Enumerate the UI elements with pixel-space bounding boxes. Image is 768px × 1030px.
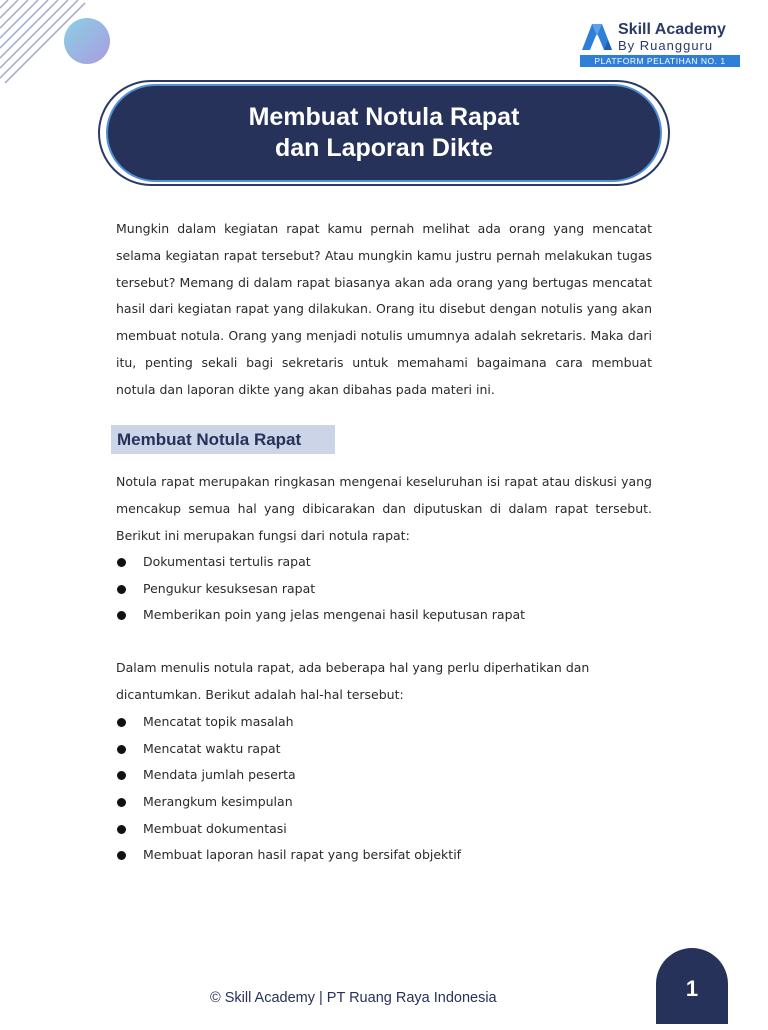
title-banner [106, 84, 662, 182]
list-item: Membuat dokumentasi [116, 816, 656, 843]
list-item: Membuat laporan hasil rapat yang bersifat objektif [116, 842, 656, 869]
brand-logo [580, 22, 742, 68]
checklist [116, 709, 656, 869]
skill-academy-logo-icon [580, 22, 614, 52]
section-heading: Membuat Notula Rapat [111, 425, 335, 454]
list-item: Mendata jumlah peserta [116, 762, 656, 789]
bullet-icon [117, 611, 126, 620]
bullet-icon [117, 585, 126, 594]
bullet-icon [117, 745, 126, 754]
bullet-icon [117, 825, 126, 834]
intro-paragraph: Mungkin dalam kegiatan rapat kamu pernah melihat ada orang yang mencatat selama kegiatan rapat tersebut? Atau mungkin kamu justru pernah melakukan tugas tersebut? Memang di dalam rapat biasanya akan ada orang yang bertugas mencatat hasil dari kegiatan rapat yang dilakukan. Orang itu disebut dengan notulis yang akan membuat notula. Orang yang menjadi notulis umumnya adalah sekretaris. Maka dari itu, penting sekali bagi sekretaris untuk memahami bagaimana cara membuat notula dan laporan dikte yang akan dibahas pada materi ini. [116, 221, 652, 397]
bullet-icon [117, 771, 126, 780]
brand-byline: By Ruangguru [618, 38, 714, 53]
bullet-icon [117, 798, 126, 807]
page-number: 1 [656, 948, 728, 1024]
list-item: Merangkum kesimpulan [116, 789, 656, 816]
section-paragraph-2: Dalam menulis notula rapat, ada beberapa hal yang perlu diperhatikan dan dicantumkan. Berikut adalah hal-hal tersebut: [116, 660, 590, 702]
bullet-icon [117, 718, 126, 727]
list-item: Mencatat waktu rapat [116, 736, 656, 763]
decorative-circle [64, 18, 110, 64]
footer-text: © Skill Academy | PT Ruang Raya Indonesia [210, 990, 497, 1006]
bullet-icon [117, 851, 126, 860]
list-item: Mencatat topik masalah [116, 709, 656, 736]
title-line-2: dan Laporan Dikte [274, 134, 494, 162]
title-line-1: Membuat Notula Rapat [248, 103, 520, 131]
list-item: Memberikan poin yang jelas mengenai hasil keputusan rapat [116, 602, 656, 629]
list-item: Dokumentasi tertulis rapat [116, 549, 656, 576]
brand-tagline: PLATFORM PELATIHAN NO. 1 [580, 55, 740, 67]
functions-list [116, 549, 656, 629]
bullet-icon [117, 558, 126, 567]
section-paragraph: Notula rapat merupakan ringkasan mengenai keseluruhan isi rapat atau diskusi yang mencakup semua hal yang dibicarakan dan diputuskan di dalam rapat tersebut. Berikut ini merupakan fungsi dari notula rapat: [116, 474, 652, 543]
brand-name: Skill Academy [618, 21, 726, 38]
list-item: Pengukur kesuksesan rapat [116, 576, 656, 603]
